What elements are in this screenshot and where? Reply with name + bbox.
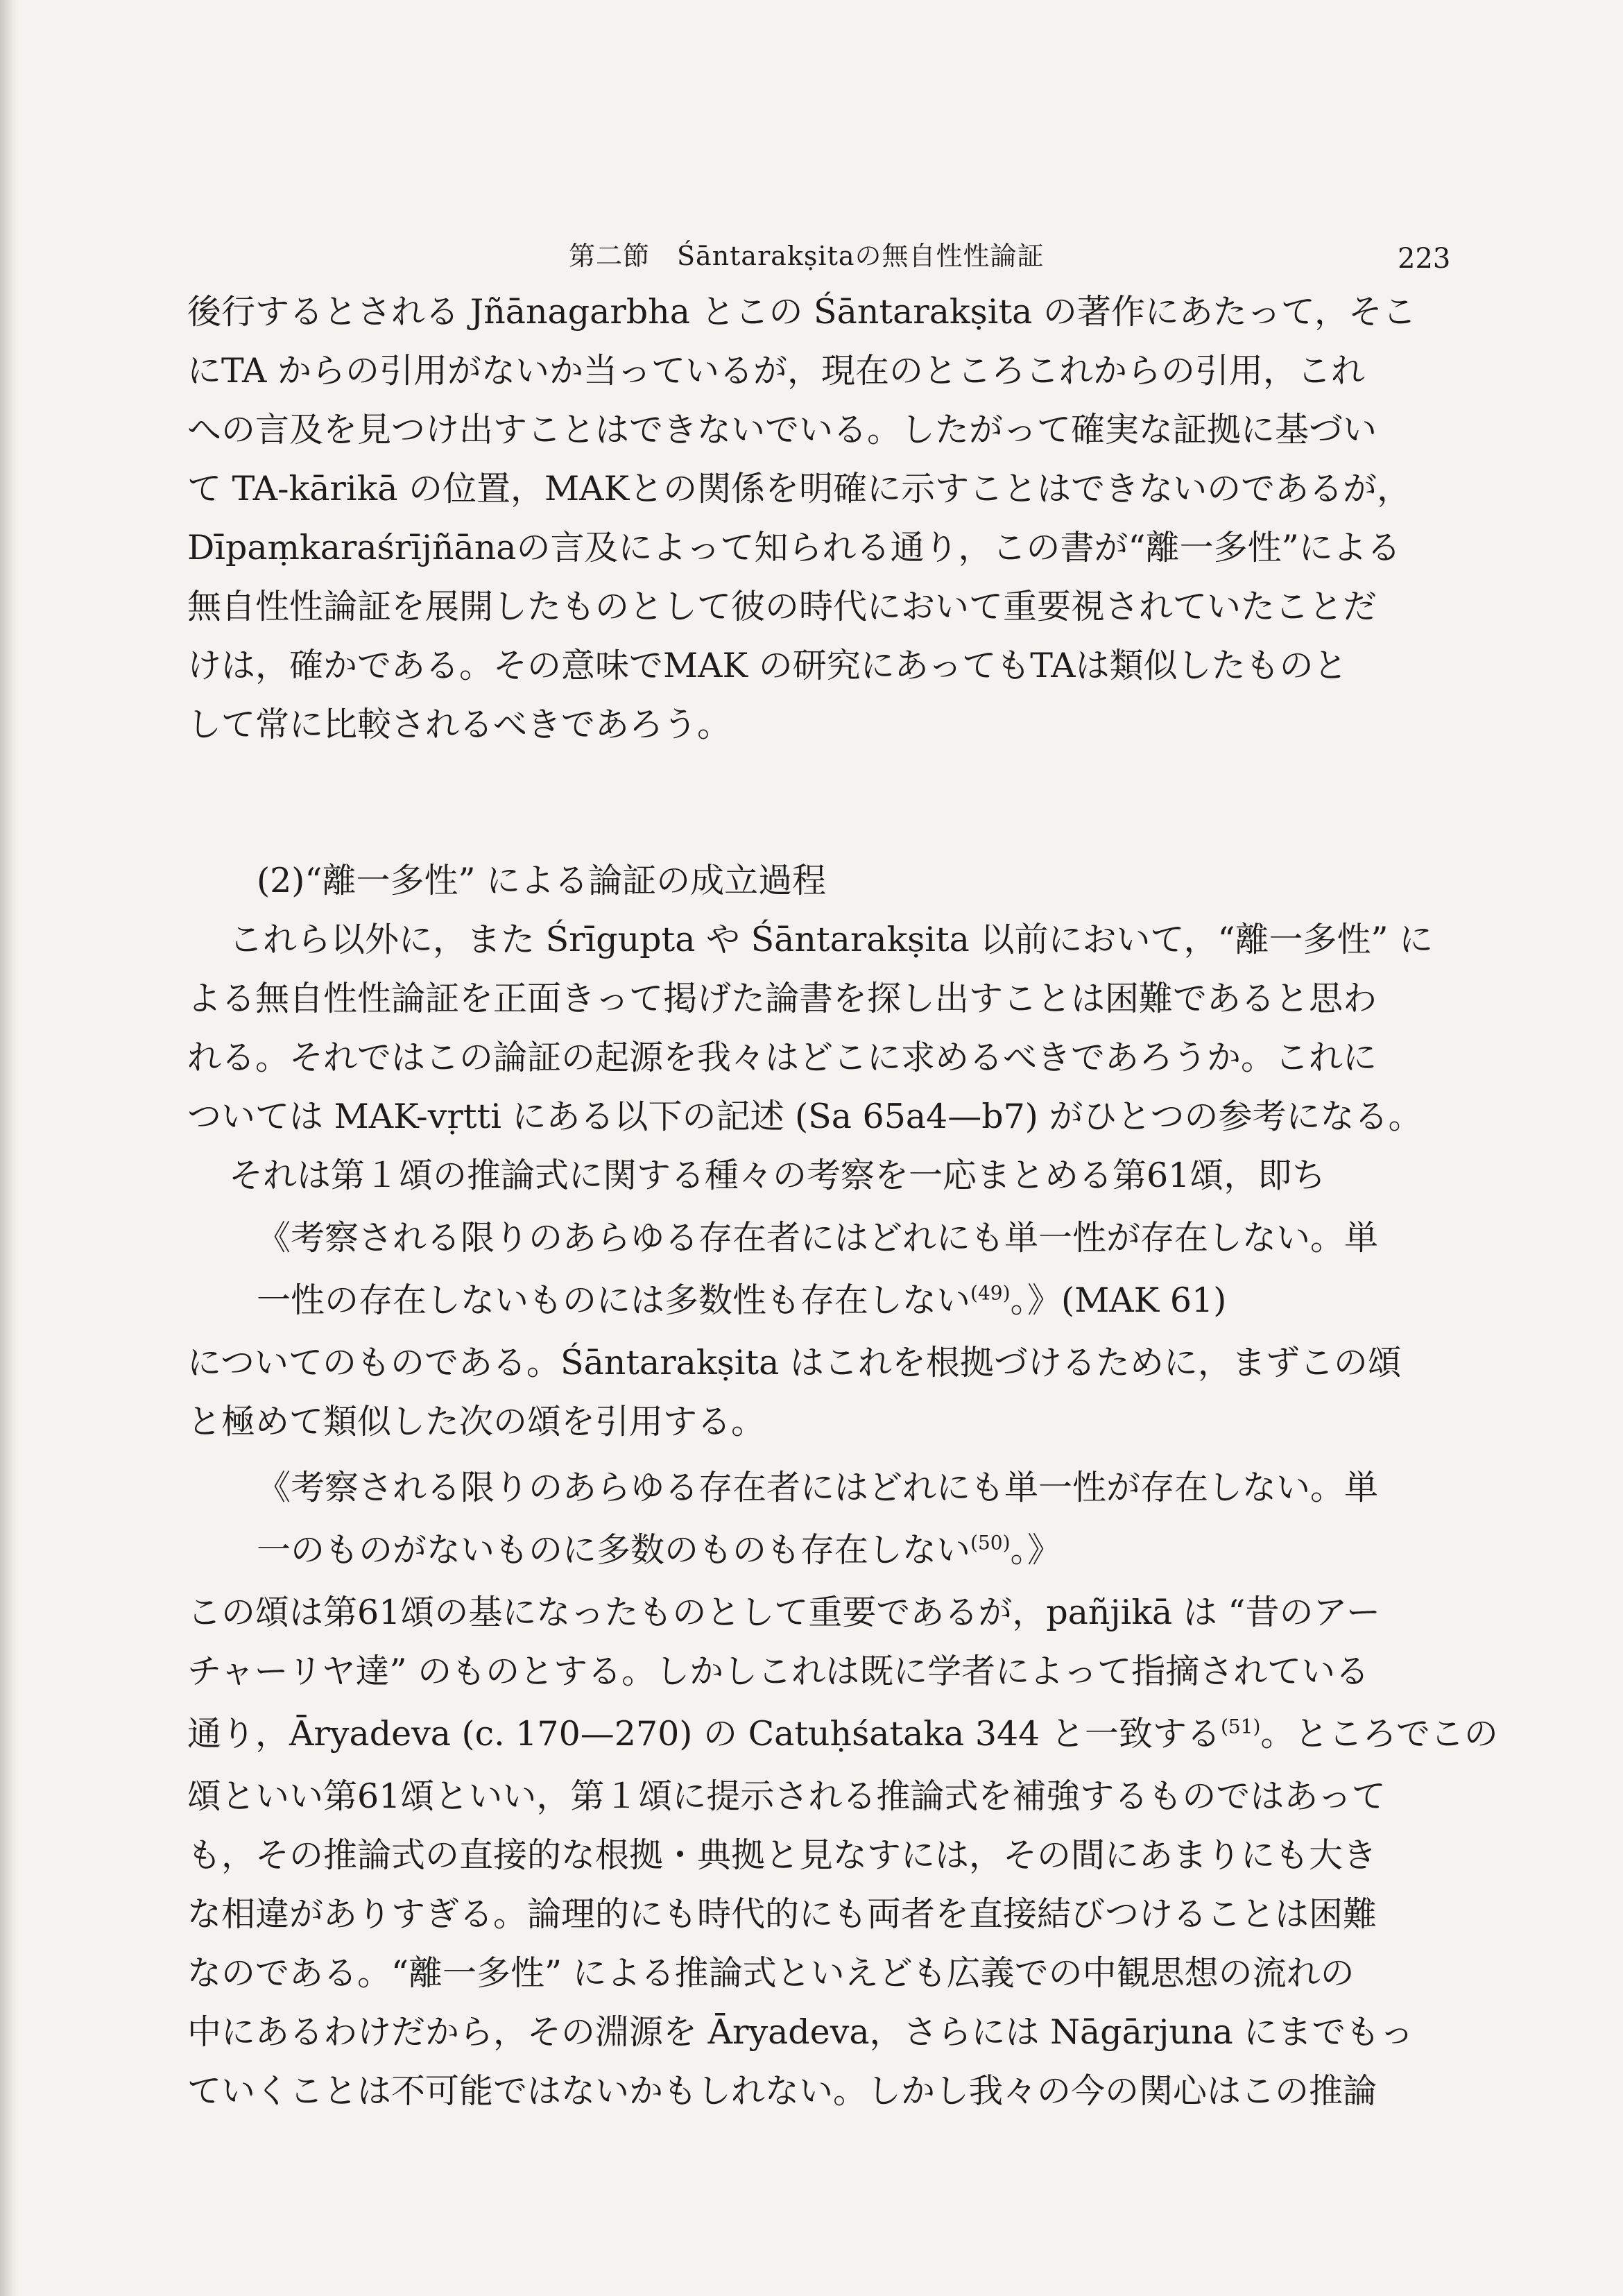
section-heading: (2)“離一多性” による論証の成立過程 <box>257 861 827 900</box>
text-line: それは第１頌の推論式に関する種々の考察を一応まとめる第61頌，即ち <box>229 1156 1326 1195</box>
text-span: 。ところでこの <box>1260 1714 1498 1754</box>
text-line: Dīpaṃkaraśrījñānaの言及によって知られる通り，この書が“離一多性”による <box>187 528 1401 567</box>
text-span: 通り，Āryadeva (c. 170—270) の Catuḥśataka 344 と一致する <box>187 1714 1221 1754</box>
page-number: 223 <box>1398 243 1451 275</box>
text-line: ていくことは不可能ではないかもしれない。しかし我々の今の関心はこの推論 <box>187 2071 1377 2111</box>
text-line: これら以外に，また Śrīgupta や Śāntarakṣita 以前において，“離一多性” に <box>229 920 1434 959</box>
quote-end: 。》 <box>1010 1530 1062 1570</box>
text-line: 頌といい第61頌といい，第１頌に提示される推論式を補強するものではあって <box>187 1776 1386 1816</box>
page-edge-shadow <box>0 0 18 2296</box>
footnote-ref: (49) <box>970 1281 1011 1305</box>
running-title: 第二節 Śāntarakṣitaの無自性性論証 <box>569 241 1045 271</box>
footnote-ref: (51) <box>1220 1715 1261 1738</box>
text-line: れる。それではこの論証の起源を我々はどこに求めるべきであろうか。これに <box>187 1038 1377 1077</box>
text-line: 後行するとされる Jñānagarbha とこの Śāntarakṣita の著作にあたって，そこ <box>187 292 1416 332</box>
quote-citation: 。》(MAK 61) <box>1010 1280 1227 1320</box>
text-line: への言及を見つけ出すことはできないでいる。したがって確実な証拠に基づい <box>187 410 1377 449</box>
text-line: チャーリヤ達” のものとする。しかしこれは既に学者によって指摘されている <box>187 1652 1370 1691</box>
text-line: な相違がありすぎる。論理的にも時代的にも両者を直接結びつけることは困難 <box>187 1894 1377 1934</box>
text-line: けは，確かである。その意味でMAK の研究にあってもTAは類似したものと <box>187 646 1348 685</box>
text-line <box>187 1713 1498 1755</box>
text-line: についてのものである。Śāntarakṣita はこれを根拠づけるために，まずこの頌 <box>187 1343 1402 1382</box>
quote-line <box>257 1280 1429 1321</box>
text-line: この頌は第61頌の基になったものとして重要であるが，pañjikā は “昔のアー <box>187 1593 1380 1632</box>
text-line: して常に比較されるべきであろう。 <box>187 705 732 744</box>
quote-text: 一のものがないものに多数のものも存在しない <box>257 1530 971 1570</box>
text-line: よる無自性性論証を正面きって掲げた論書を探し出すことは困難であると思わ <box>187 979 1377 1018</box>
text-line: 無自性性論証を展開したものとして彼の時代において重要視されていたことだ <box>187 587 1377 626</box>
text-line: なのである。“離一多性” による推論式といえども広義での中観思想の流れの <box>187 1953 1355 1993</box>
text-line: ついては MAK-vṛtti にある以下の記述 (Sa 65a4—b7) がひとつの参考になる。 <box>187 1097 1423 1136</box>
text-line: て TA-kārikā の位置，MAKとの関係を明確に示すことはできないのであるが， <box>187 469 1411 508</box>
quote-line <box>257 1530 1429 1571</box>
text-line: も，その推論式の直接的な根拠・典拠と見なすには，その間にあまりにも大き <box>187 1835 1377 1875</box>
text-line: と極めて類似した次の頌を引用する。 <box>187 1402 766 1441</box>
quote-line: 《考察される限りのあらゆる存在者にはどれにも単一性が存在しない。単 <box>257 1468 1379 1507</box>
quote-text: 一性の存在しないものには多数性も存在しない <box>257 1280 971 1320</box>
footnote-ref: (50) <box>970 1531 1011 1554</box>
text-line: 中にあるわけだから，その淵源を Āryadeva，さらには Nāgārjuna にまでもっ <box>187 2012 1414 2052</box>
text-line: にTA からの引用がないか当っているが，現在のところこれからの引用，これ <box>187 351 1365 391</box>
quote-line: 《考察される限りのあらゆる存在者にはどれにも単一性が存在しない。単 <box>257 1218 1379 1258</box>
